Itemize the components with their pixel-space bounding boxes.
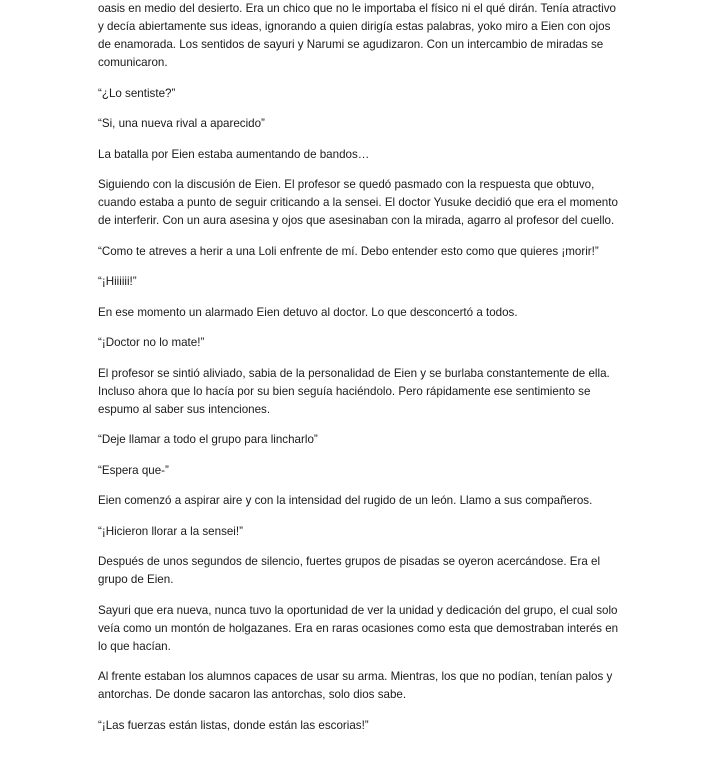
paragraph: Al frente estaban los alumnos capaces de usar su arma. Mientras, los que no podían, tenían palos y antorchas. De donde sacaron las antorchas, solo dios sabe. — [98, 670, 613, 701]
paragraph: oasis en medio del desierto. Era un chico que no le importaba el físico ni el qué dirán. Tenía atractivo y decía abiertamente sus ideas, ignorando a quien dirigía estas palabras, yoko miro a Eien con ojos de enamorada. Los sentidos de sayuri y Narumi se agudizaron. Con un intercambio de miradas se comunicaron. — [98, 2, 616, 69]
paragraph: “Espera que-” — [98, 463, 169, 477]
paragraph: “¡Hicieron llorar a la sensei!” — [98, 524, 243, 538]
paragraph: Siguiendo con la discusión de Eien. El profesor se quedó pasmado con la respuesta que obtuvo, cuando estaba a punto de seguir criticando a la sensei. El doctor Yusuke decidió que era el momento de interferir. Con un aura asesina y ojos que asesinaban con la mirada, agarro al profesor del cuello. — [98, 178, 618, 227]
paragraph: “¡Las fuerzas están listas, donde están las escorias!” — [98, 718, 369, 732]
paragraph: “¿Lo sentiste?” — [98, 86, 176, 100]
paragraph: “Deje llamar a todo el grupo para lincharlo” — [98, 433, 318, 446]
paragraph: “¡Hiiiiii!” — [98, 275, 137, 288]
paragraph: “Si, una nueva rival a aparecido” — [98, 117, 265, 130]
paragraph: Sayuri que era nueva, nunca tuvo la oportunidad de ver la unidad y dedicación del grupo, el cual solo veía como un montón de holgazanes. Era en raras ocasiones como esta que demostraban interés en lo que hacían. — [98, 603, 619, 653]
paragraph: La batalla por Eien estaba aumentando de bandos… — [98, 147, 370, 161]
paragraph: Eien comenzó a aspirar aire y con la intensidad del rugido de un león. Llamo a sus compañeros. — [98, 494, 593, 507]
paragraph: Después de unos segundos de silencio, fuertes grupos de pisadas se oyeron acercándose. Era el grupo de Eien. — [98, 555, 601, 586]
document-body — [98, 0, 620, 747]
paragraph: El profesor se sintió aliviado, sabia de la personalidad de Eien y se burlaba constantemente de ella. Incluso ahora que lo hacía por su bien seguía haciéndolo. Pero rápidamente ese sentimiento se espumo al saber sus intenciones. — [98, 366, 610, 416]
paragraph: En ese momento un alarmado Eien detuvo al doctor. Lo que desconcertó a todos. — [98, 305, 518, 319]
paragraph: “¡Doctor no lo mate!” — [98, 336, 205, 349]
paragraph: “Como te atreves a herir a una Loli enfrente de mí. Debo entender esto como que quieres ¡morir!” — [98, 244, 599, 258]
